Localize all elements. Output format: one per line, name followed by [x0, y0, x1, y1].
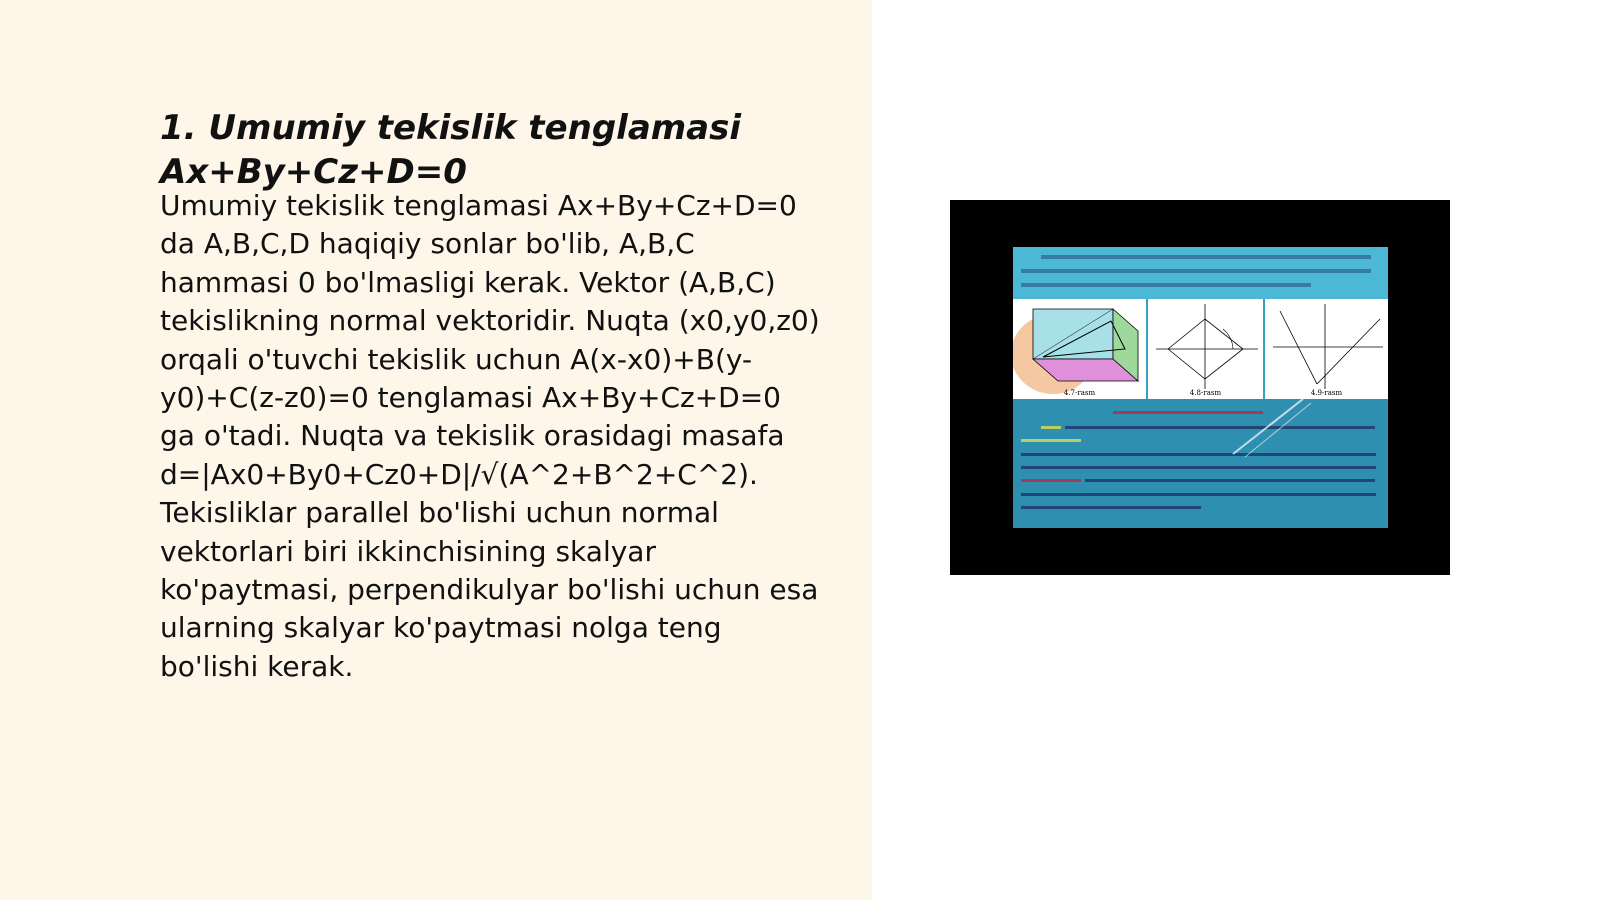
- figure-4-9: [1265, 299, 1388, 399]
- figure-caption-3: 4.9-rasm: [1310, 389, 1343, 397]
- traces-drawing: [1148, 299, 1263, 399]
- figure-caption-2: 4.8-rasm: [1189, 389, 1222, 397]
- picture-top-text-block: [1013, 247, 1388, 299]
- slide-body-text: Umumiy tekislik tenglamasi Ax+By+Cz+D=0 da A,B,C,D haqiqiy sonlar bo'lib, A,B,C hammasi 0 bo'lmasligi kerak. Vektor (A,B,C) tekislikning normal vektoridir. Nuqta (x0,y0,z0) orqali o'tuvchi tekislik uchun A(x-x0)+B(y-y0)+C(z-z0)=0 tenglamasi Ax+By+Cz+D=0 ga o'tadi. Nuqta va tekislik orasidagi masafa d=|Ax0+By0+Cz0+D|/√(A^2+B^2+C^2). Tekisliklar parallel bo'lishi uchun normal vektorlari biri ikkinchisining skalyar ko'paytmasi, perpendikulyar bo'lishi uchun esa ularning skalyar ko'paytmasi nolga teng bo'lishi kerak.: [160, 189, 820, 683]
- picture-bottom-text-block: [1013, 399, 1388, 528]
- title-line-2: Ax+By+Cz+D=0: [160, 152, 467, 192]
- glare-lines: [1223, 399, 1313, 459]
- figure-4-7: [1013, 299, 1148, 399]
- embedded-slide-image: [950, 200, 1450, 575]
- textbook-page-picture: [1013, 247, 1388, 528]
- slide-title: [160, 106, 800, 194]
- figure-caption-1: 4.7-rasm: [1063, 389, 1096, 397]
- plane-projection-drawing: [1013, 299, 1146, 399]
- figure-4-8: [1148, 299, 1265, 399]
- angle-traces-drawing: [1265, 299, 1388, 399]
- title-line-1: 1. Umumiy tekislik tenglamasi: [160, 108, 742, 148]
